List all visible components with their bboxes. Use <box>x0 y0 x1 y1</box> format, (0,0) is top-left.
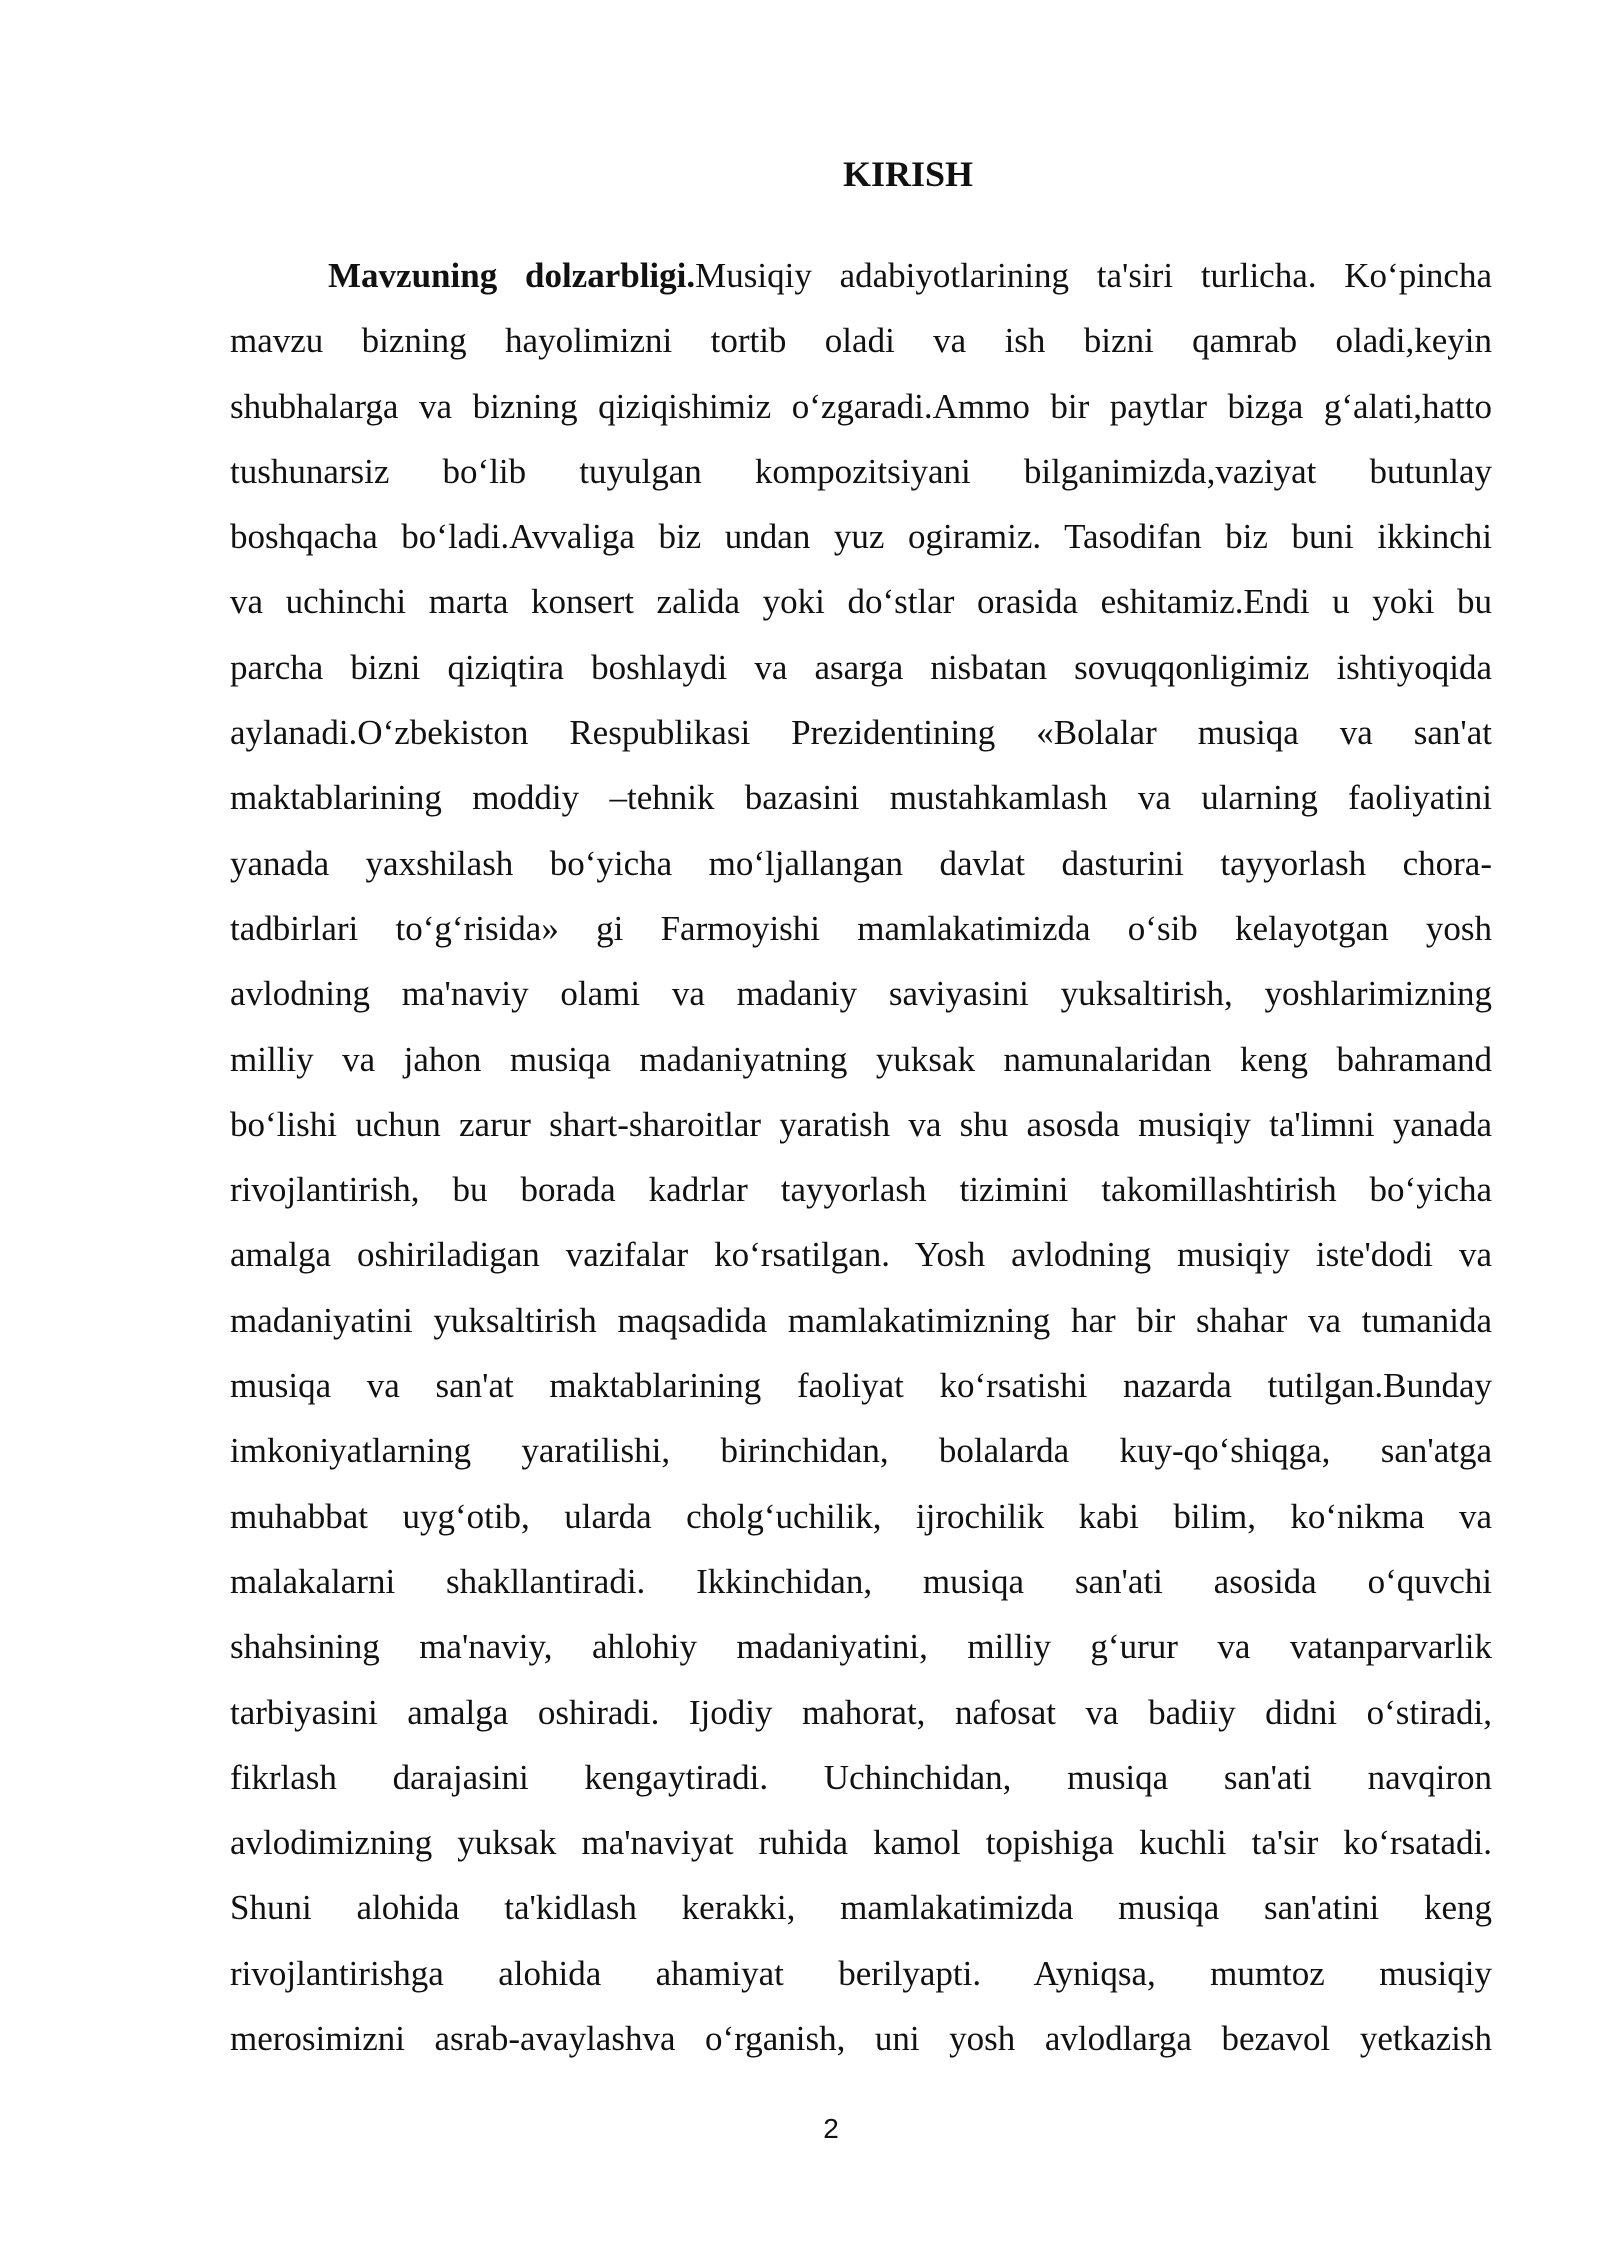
paragraph-line: fikrlash darajasini kengaytiradi. Uchinchidan, musiqa san'ati navqiron <box>230 1757 1492 1797</box>
paragraph-line: boshqacha bo‘ladi.Avvaliga biz undan yuz ogiramiz. Tasodifan biz buni ikkinchi <box>230 517 1492 557</box>
paragraph-line: yanada yaxshilash bo‘yicha mo‘ljallangan davlat dasturini tayyorlash chora- <box>230 843 1492 883</box>
page-title: KIRISH <box>842 154 974 194</box>
paragraph-line: tarbiyasini amalga oshiradi. Ijodiy mahorat, nafosat va badiiy didni o‘stiradi, <box>230 1692 1492 1732</box>
paragraph-line: shahsining ma'naviy, ahlohiy madaniyatini, milliy g‘urur va vatanparvarlik <box>230 1627 1492 1667</box>
paragraph-line: amalga oshiriladigan vazifalar ko‘rsatilgan. Yosh avlodning musiqiy iste'dodi va <box>230 1235 1492 1275</box>
line-text: Musiqiy adabiyotlarining ta'siri turlicha. Ko‘pincha <box>695 256 1492 295</box>
paragraph-line: mavzu bizning hayolimizni tortib oladi va ish bizni qamrab oladi,keyin <box>230 321 1492 361</box>
paragraph-line: tushunarsiz bo‘lib tuyulgan kompozitsiyani bilganimizda,vaziyat butunlay <box>230 451 1492 491</box>
paragraph-line: rivojlantirishga alohida ahamiyat berilyapti. Ayniqsa, mumtoz musiqiy <box>230 1953 1492 1993</box>
paragraph-line: imkoniyatlarning yaratilishi, birinchidan, bolalarda kuy-qo‘shiqga, san'atga <box>230 1431 1492 1471</box>
paragraph-line: va uchinchi marta konsert zalida yoki do‘stlar orasida eshitamiz.Endi u yoki bu <box>230 582 1492 622</box>
paragraph-line: merosimizni asrab-avaylashva o‘rganish, uni yosh avlodlarga bezavol yetkazish <box>230 2019 1492 2059</box>
paragraph-line: malakalarni shakllantiradi. Ikkinchidan, musiqa san'ati asosida o‘quvchi <box>230 1561 1492 1601</box>
lead-heading: Mavzuning dolzarbligi. <box>328 256 696 295</box>
paragraph-line: aylanadi.O‘zbekiston Respublikasi Prezidentining «Bolalar musiqa va san'at <box>230 713 1492 753</box>
paragraph-line: Shuni alohida ta'kidlash kerakki, mamlakatimizda musiqa san'atini keng <box>230 1888 1492 1928</box>
paragraph-line: muhabbat uyg‘otib, ularda cholg‘uchilik, ijrochilik kabi bilim, ko‘nikma va <box>230 1496 1492 1536</box>
paragraph-line: milliy va jahon musiqa madaniyatning yuksak namunalaridan keng bahramand <box>230 1039 1492 1079</box>
paragraph-line: rivojlantirish, bu borada kadrlar tayyorlash tizimini takomillashtirish bo‘yicha <box>230 1170 1492 1210</box>
paragraph-line: shubhalarga va bizning qiziqishimiz o‘zgaradi.Ammo bir paytlar bizga g‘alati,hatto <box>230 386 1492 426</box>
paragraph-line: tadbirlari to‘g‘risida» gi Farmoyishi mamlakatimizda o‘sib kelayotgan yosh <box>230 908 1492 948</box>
paragraph-line: bo‘lishi uchun zarur shart-sharoitlar yaratish va shu asosda musiqiy ta'limni yanada <box>230 1104 1492 1144</box>
paragraph-line: avlodimizning yuksak ma'naviyat ruhida kamol topishiga kuchli ta'sir ko‘rsatadi. <box>230 1823 1492 1863</box>
paragraph-line: parcha bizni qiziqtira boshlaydi va asarga nisbatan sovuqqonligimiz ishtiyoqida <box>230 647 1492 687</box>
page-number: 2 <box>823 2113 839 2144</box>
paragraph-line: maktablarining moddiy –tehnik bazasini mustahkamlash va ularning faoliyatini <box>230 778 1492 818</box>
paragraph-line <box>230 243 1492 308</box>
paragraph-line: madaniyatini yuksaltirish maqsadida mamlakatimizning har bir shahar va tumanida <box>230 1300 1492 1340</box>
paragraph-line: musiqa va san'at maktablarining faoliyat ko‘rsatishi nazarda tutilgan.Bunday <box>230 1366 1492 1406</box>
body-paragraph <box>230 243 1492 2071</box>
paragraph-line: avlodning ma'naviy olami va madaniy saviyasini yuksaltirish, yoshlarimizning <box>230 974 1492 1014</box>
